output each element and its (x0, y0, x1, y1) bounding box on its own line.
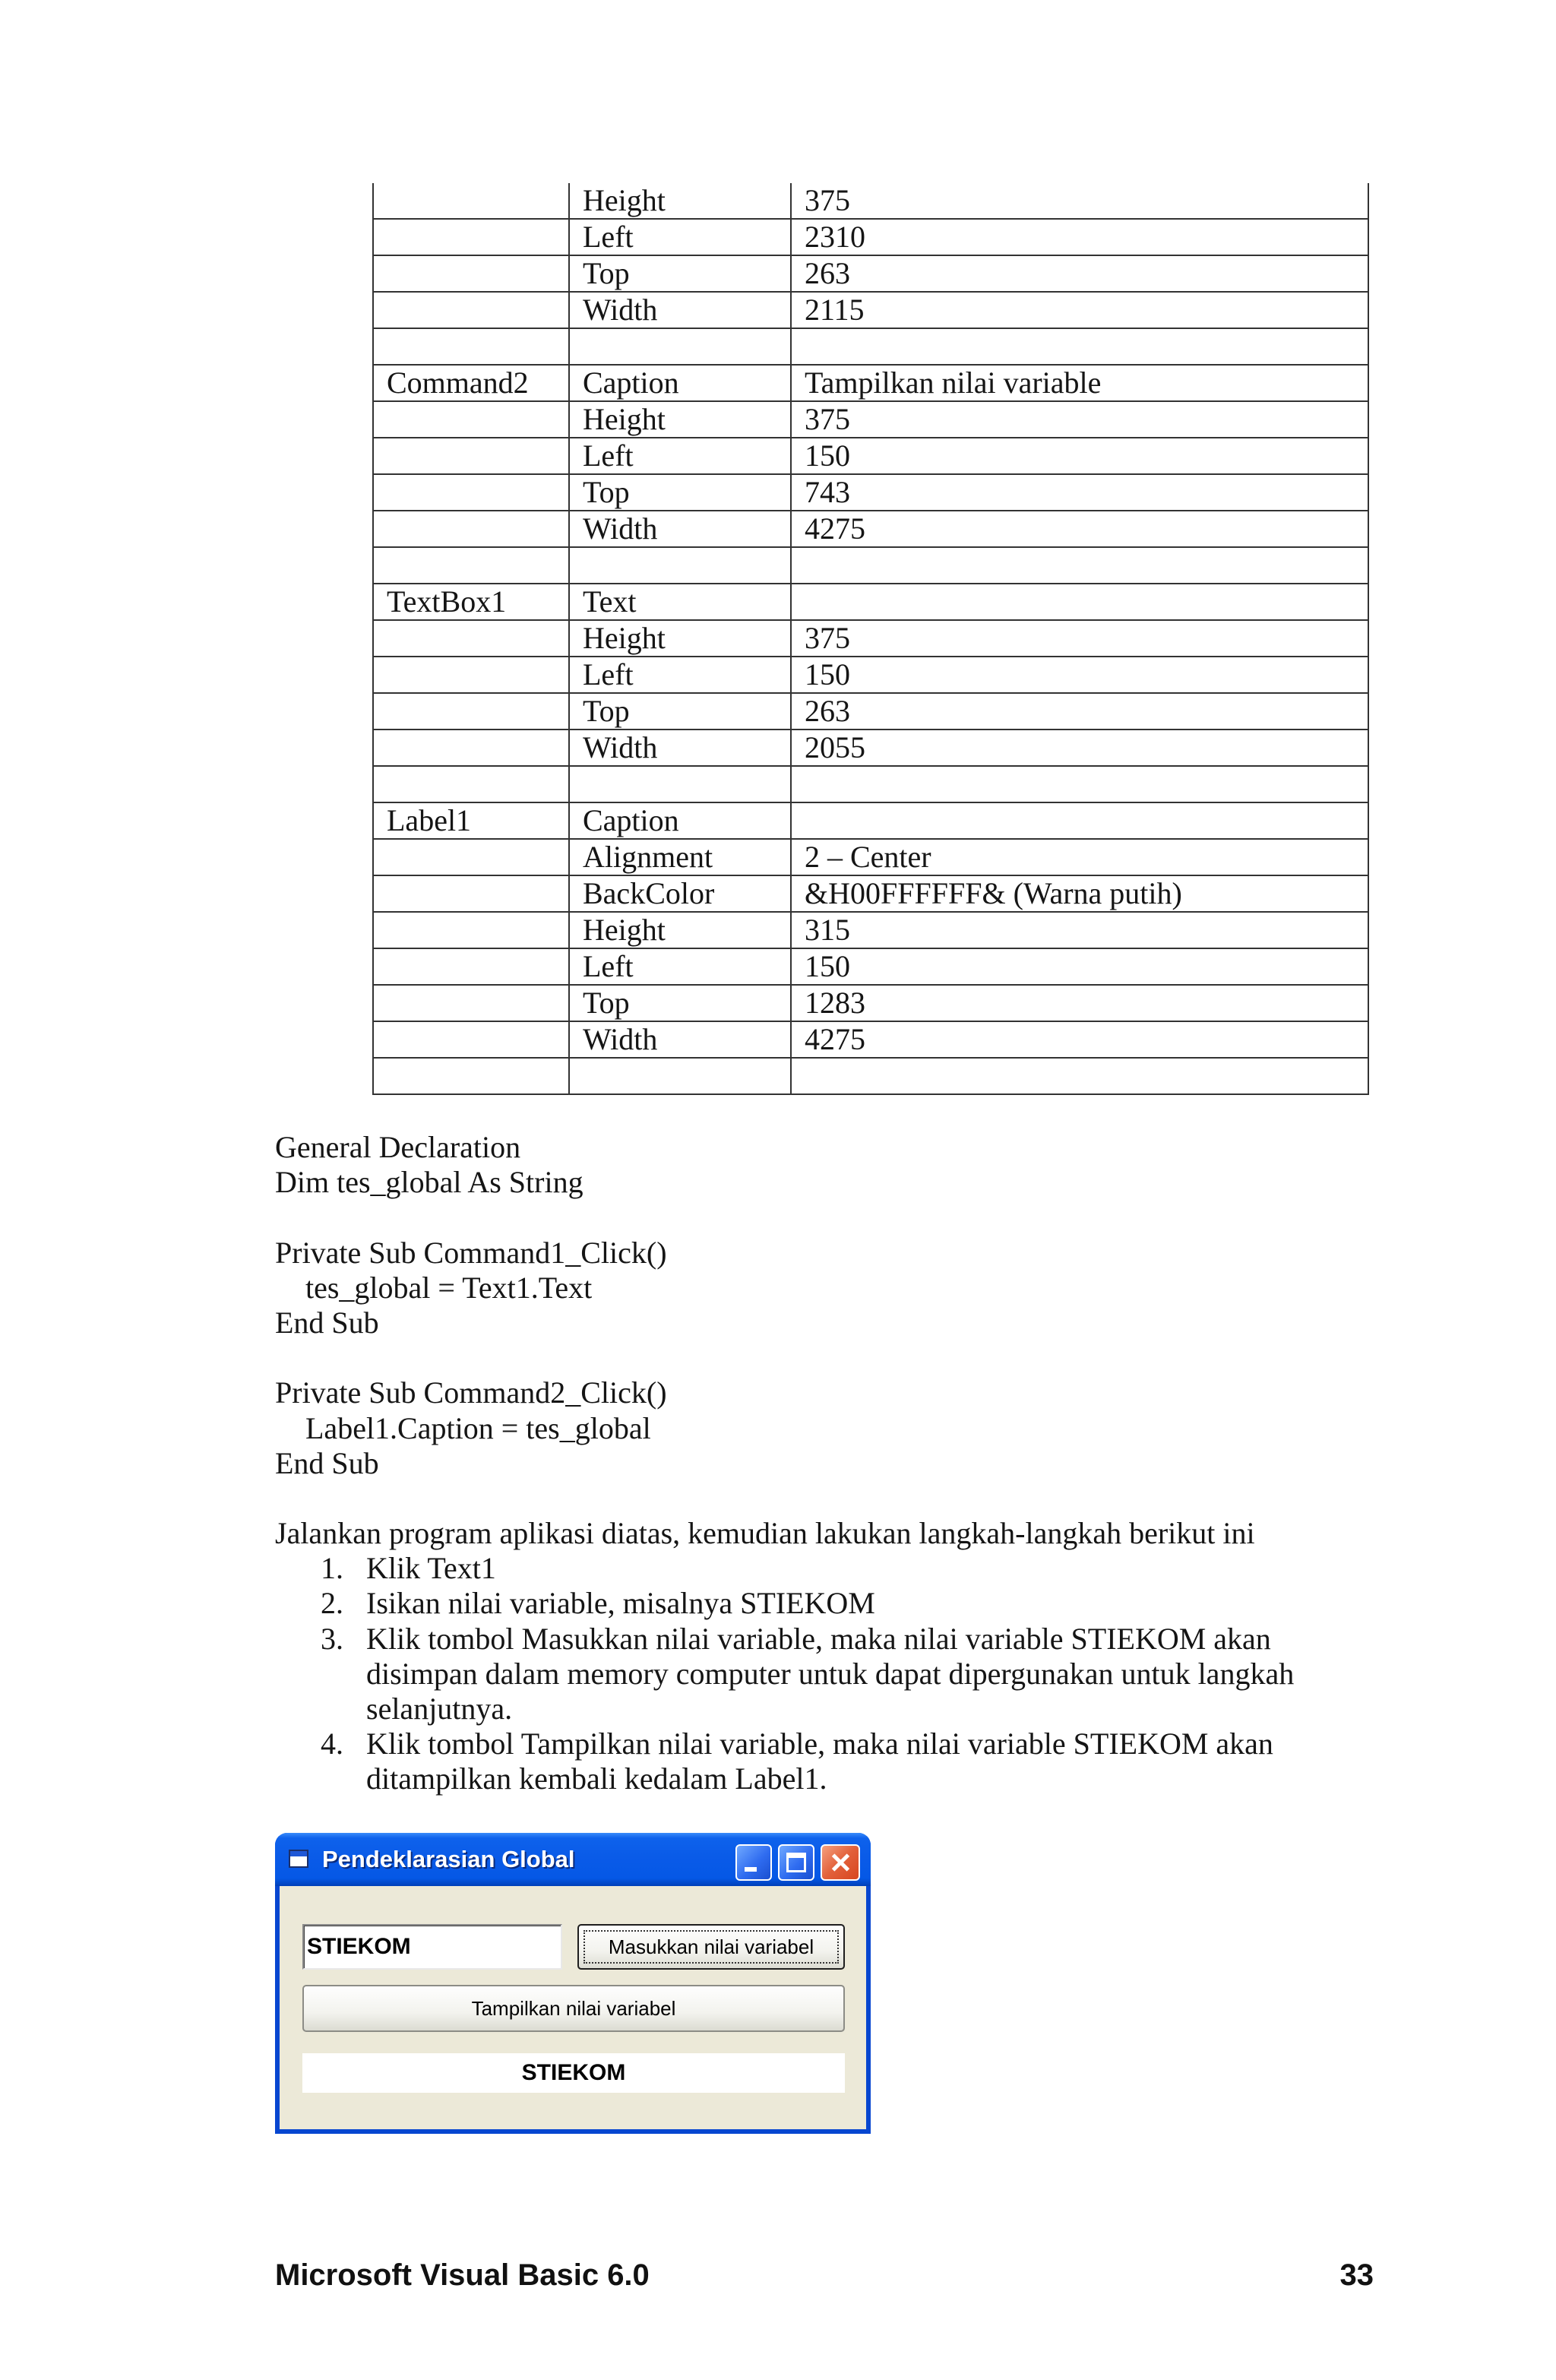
value-cell: 263 (791, 693, 1368, 730)
save-variable-button (577, 1924, 845, 1970)
property-cell (569, 1058, 791, 1094)
list-item-text: Isikan nilai variable, misalnya STIEKOM (366, 1586, 875, 1621)
object-cell: Label1 (373, 802, 569, 839)
table-row (373, 657, 1368, 693)
object-cell (373, 1021, 569, 1058)
table-row (373, 401, 1368, 438)
blank-line (275, 1200, 1375, 1235)
property-cell: Top (569, 255, 791, 292)
value-cell (791, 766, 1368, 802)
text1-textbox (302, 1924, 562, 1970)
save-variable-button-label: Masukkan nilai variabel (608, 1935, 814, 1958)
value-cell (791, 1058, 1368, 1094)
object-cell (373, 255, 569, 292)
maximize-icon (786, 1853, 806, 1872)
property-cell: Caption (569, 365, 791, 401)
object-cell (373, 730, 569, 766)
property-cell: Height (569, 620, 791, 657)
value-cell: 2055 (791, 730, 1368, 766)
value-cell (791, 584, 1368, 620)
property-cell: Height (569, 912, 791, 948)
value-cell: 1283 (791, 985, 1368, 1021)
table-row (373, 183, 1368, 219)
property-cell: Left (569, 438, 791, 474)
list-item-number: 4. (321, 1726, 343, 1761)
show-variable-button-label: Tampilkan nilai variabel (471, 1997, 676, 2020)
property-cell: Height (569, 183, 791, 219)
list-item-text: Klik tombol Tampilkan nilai variable, maka nilai variable STIEKOM akan ditampilkan kembali kedalam Label1. (366, 1726, 1273, 1796)
table-row (373, 438, 1368, 474)
property-cell (569, 547, 791, 584)
list-item-number: 3. (321, 1621, 343, 1656)
table-row (373, 474, 1368, 511)
value-cell: 4275 (791, 1021, 1368, 1058)
value-cell: &H00FFFFFF& (Warna putih) (791, 875, 1368, 912)
list-item (275, 1551, 1375, 1586)
blank-line (275, 1481, 1375, 1516)
object-cell (373, 292, 569, 328)
property-cell: Width (569, 1021, 791, 1058)
close-icon (822, 1846, 859, 1879)
object-cell (373, 912, 569, 948)
app-window-screenshot (275, 1833, 871, 2134)
maximize-button (778, 1844, 814, 1881)
body-text (275, 1130, 1375, 1797)
object-cell (373, 183, 569, 219)
code-line: Dim tes_global As String (275, 1165, 584, 1200)
value-cell: 150 (791, 438, 1368, 474)
table-row (373, 693, 1368, 730)
property-cell: BackColor (569, 875, 791, 912)
properties-table (372, 183, 1369, 1095)
table-row (373, 328, 1368, 365)
declaration-heading: General Declaration (275, 1130, 521, 1164)
property-cell: Top (569, 693, 791, 730)
show-variable-button (302, 1985, 845, 2032)
table-row (373, 365, 1368, 401)
table-row (373, 875, 1368, 912)
property-cell: Alignment (569, 839, 791, 875)
object-cell: Command2 (373, 365, 569, 401)
object-cell (373, 219, 569, 255)
property-cell: Width (569, 292, 791, 328)
value-cell: 2 – Center (791, 839, 1368, 875)
list-item (275, 1622, 1375, 1727)
table-row (373, 292, 1368, 328)
property-cell: Width (569, 730, 791, 766)
list-item-text: Klik tombol Masukkan nilai variable, maka nilai variable STIEKOM akan disimpan dalam memory computer untuk dapat dipergunakan untuk langkah selanjutnya. (366, 1621, 1295, 1726)
list-item-number: 1. (321, 1551, 343, 1586)
object-cell (373, 438, 569, 474)
code-line: Private Sub Command2_Click() (275, 1375, 667, 1410)
object-cell (373, 547, 569, 584)
footer-book-title: Microsoft Visual Basic 6.0 (275, 2258, 650, 2292)
table-row (373, 511, 1368, 547)
table-row (373, 219, 1368, 255)
value-cell (791, 547, 1368, 584)
app-window-icon-bar (290, 1851, 307, 1856)
property-cell: Caption (569, 802, 791, 839)
app-window-icon (289, 1850, 308, 1868)
value-cell: 315 (791, 912, 1368, 948)
object-cell (373, 657, 569, 693)
list-item (275, 1586, 1375, 1621)
instructions-intro: Jalankan program aplikasi diatas, kemudian lakukan langkah-langkah berikut ini (275, 1516, 1255, 1551)
property-cell: Width (569, 511, 791, 547)
list-item (275, 1726, 1375, 1796)
close-button (821, 1844, 860, 1881)
table-row (373, 1021, 1368, 1058)
object-cell (373, 875, 569, 912)
code-line: Private Sub Command1_Click() (275, 1235, 667, 1270)
value-cell: 375 (791, 183, 1368, 219)
object-cell (373, 693, 569, 730)
minimize-icon (745, 1867, 757, 1872)
object-cell (373, 948, 569, 985)
object-cell (373, 401, 569, 438)
property-cell: Top (569, 985, 791, 1021)
value-cell: 375 (791, 401, 1368, 438)
value-cell (791, 802, 1368, 839)
object-cell (373, 839, 569, 875)
minimize-button (735, 1844, 772, 1881)
object-cell (373, 1058, 569, 1094)
object-cell: TextBox1 (373, 584, 569, 620)
textbox-value: STIEKOM (307, 1934, 411, 1959)
property-cell: Height (569, 401, 791, 438)
table-row (373, 730, 1368, 766)
table-row (373, 766, 1368, 802)
code-line: tes_global = Text1.Text (305, 1270, 593, 1305)
page-number: 33 (1339, 2258, 1374, 2292)
property-cell: Left (569, 219, 791, 255)
code-line: Label1.Caption = tes_global (305, 1410, 651, 1445)
object-cell (373, 985, 569, 1021)
property-cell: Text (569, 584, 791, 620)
table-row (373, 1058, 1368, 1094)
object-cell (373, 766, 569, 802)
list-item-number: 2. (321, 1586, 343, 1621)
table-row (373, 985, 1368, 1021)
object-cell (373, 620, 569, 657)
list-item-text: Klik Text1 (366, 1551, 496, 1586)
table-row (373, 912, 1368, 948)
value-cell: 150 (791, 657, 1368, 693)
property-cell (569, 328, 791, 365)
window-title-bar (275, 1833, 871, 1886)
table-row (373, 802, 1368, 839)
value-cell: 2310 (791, 219, 1368, 255)
blank-line (275, 1340, 1375, 1375)
object-cell (373, 328, 569, 365)
table-row (373, 948, 1368, 985)
window-title: Pendeklarasian Global (322, 1846, 575, 1872)
table-row (373, 547, 1368, 584)
code-line: End Sub (275, 1305, 379, 1340)
property-cell (569, 766, 791, 802)
property-cell: Left (569, 948, 791, 985)
label1-caption: STIEKOM (302, 2053, 845, 2093)
value-cell: 743 (791, 474, 1368, 511)
value-cell (791, 328, 1368, 365)
code-line: End Sub (275, 1445, 379, 1480)
table-row (373, 620, 1368, 657)
table-row (373, 255, 1368, 292)
steps-list (275, 1551, 1375, 1796)
value-cell: 150 (791, 948, 1368, 985)
value-cell: 375 (791, 620, 1368, 657)
value-cell: 4275 (791, 511, 1368, 547)
object-cell (373, 474, 569, 511)
property-cell: Top (569, 474, 791, 511)
value-cell: Tampilkan nilai variable (791, 365, 1368, 401)
value-cell: 263 (791, 255, 1368, 292)
value-cell: 2115 (791, 292, 1368, 328)
object-cell (373, 511, 569, 547)
table-row (373, 584, 1368, 620)
property-cell: Left (569, 657, 791, 693)
table-row (373, 839, 1368, 875)
